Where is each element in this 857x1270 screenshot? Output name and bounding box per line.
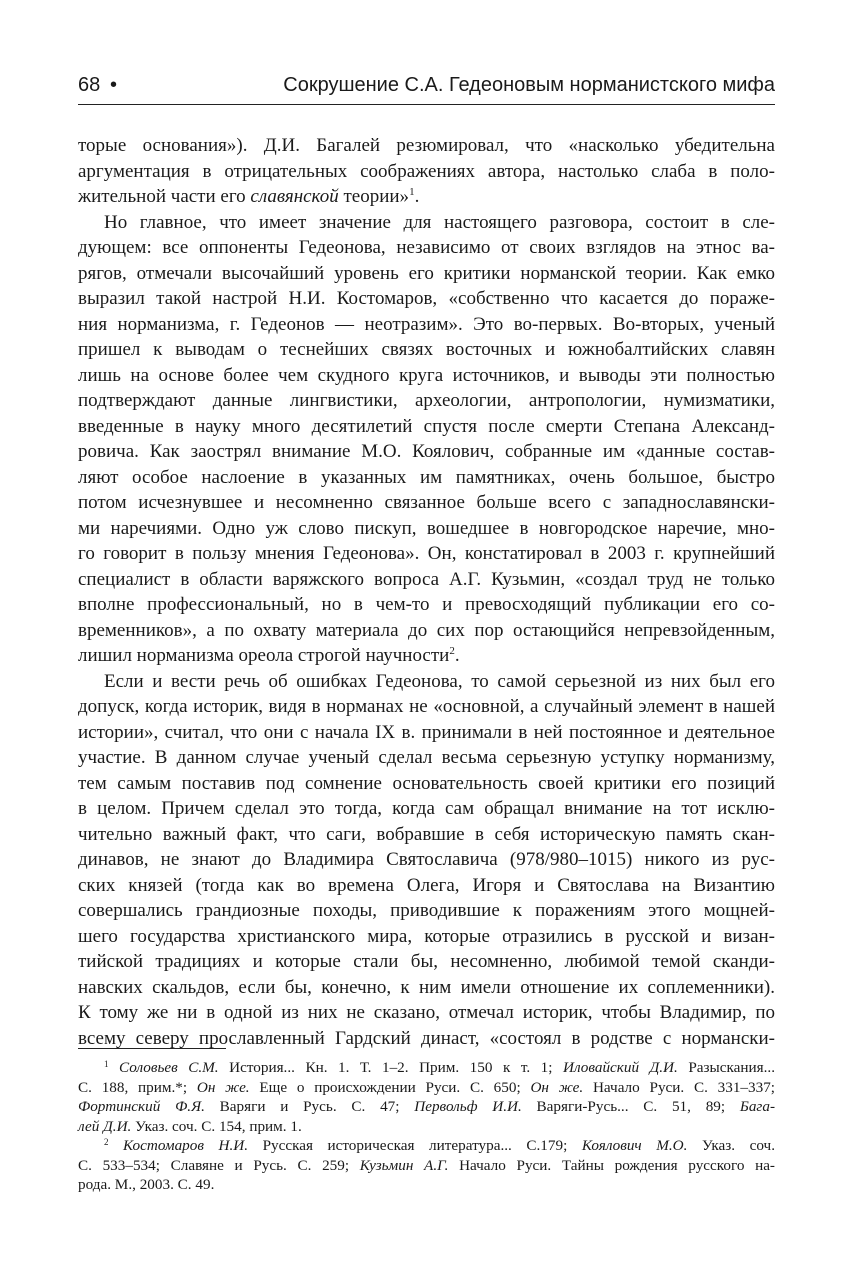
- text-line: тем самым поставив под сомнение основательность своей критики его позиций: [78, 772, 775, 794]
- text-line: ния норманизма, г. Гедеонов — неотразим». Это во-первых. Во-вторых, ученый: [78, 313, 775, 335]
- footnote-number: 2: [104, 1137, 109, 1147]
- footnote-number: 1: [104, 1059, 109, 1069]
- text-line: чительно важный факт, что саги, вобравшие в себя историческую память скан-: [78, 823, 775, 845]
- text-line: дующем: все оппоненты Гедеонова, независимо от своих взглядов на этнос ва-: [78, 237, 775, 258]
- text-line: в целом. Причем сделал это тогда, когда сам обращал внимание на тот исклю-: [78, 798, 775, 819]
- page-number: 68: [78, 74, 101, 96]
- text-line: торые основания»). Д.И. Багалей резюмировал, что «насколько убедительна: [78, 135, 775, 156]
- text-line: рягов, отмечали высочайший уровень его критики норманской теории. Как емко: [78, 262, 775, 284]
- text-line: участие. В данном случае ученый сделал весьма серьезную уступку норманизму,: [78, 747, 775, 768]
- main-text: [78, 133, 775, 1051]
- footnote-line: С. 188, прим.*; Он же. Еще о происхождении Руси. С. 650; Он же. Начало Руси. С. 331–337;: [78, 1078, 776, 1096]
- text-line: лишь на основе более чем скудного круга источников, и выводы эти полностью: [78, 364, 775, 386]
- text-line: специалист в области варяжского вопроса А.Г. Кузьмин, «создал труд не только: [78, 568, 775, 590]
- text-line: К тому же ни в одной из них не сказано, отмечал историк, чтобы Владимир, по: [78, 1002, 775, 1023]
- text-line: совершались грандиозные походы, приводившие к поражениям этого мощней-: [78, 900, 775, 921]
- text-line: всему северу прославленный Гардский династ, «состоял в родстве с нормански-: [78, 1027, 775, 1049]
- text-line: ровича. Как заострял внимание М.О. Коялович, собранные им «данные состав-: [78, 441, 775, 462]
- footnotes: [78, 1058, 775, 1195]
- text-line: динавов, не знают до Владимира Святославича (978/980–1015) никого из рус-: [78, 849, 775, 870]
- footnote: [78, 1136, 775, 1195]
- footnote-ref[interactable]: 1: [409, 186, 415, 198]
- paragraph: [78, 133, 775, 210]
- text-line: введенные в науку много десятилетий спустя после смерти Степана Александ-: [78, 415, 775, 437]
- footnote-divider: [78, 1048, 226, 1049]
- text-line: го говорит в пользу мнения Гедеонова». Он, констатировал в 2003 г. крупнейший: [78, 543, 775, 564]
- footnote-line: лей Д.И. Указ. соч. С. 154, прим. 1.: [78, 1117, 302, 1135]
- footnote-line: $^1$ Соловьев С.М. История... Кн. 1. Т. 1–2. Прим. 150 к т. 1; Иловайский Д.И. Разыскания...: [104, 1059, 775, 1076]
- text-line: временников», а по охвату материала до сих пор остающийся непревзойденным,: [78, 619, 775, 641]
- text-line: Если и вести речь об ошибках Гедеонова, то самой серьезной из них был его: [104, 670, 775, 692]
- running-title: Сокрушение С.А. Гедеоновым норманистского мифа: [283, 74, 775, 96]
- text-line: навских скальдов, если бы, конечно, к ним имели отношение их соплеменники).: [78, 976, 775, 998]
- footnote-line: $^2$ Костомаров Н.И. Русская историческая литература... С.179; Коялович М.О. Указ. соч.: [104, 1137, 775, 1154]
- text-line: Но главное, что имеет значение для настоящего разговора, состоит в сле-: [104, 211, 775, 233]
- footnote: [78, 1058, 775, 1136]
- text-line: аргументация в отрицательных соображениях автора, настолько слаба в поло-: [78, 160, 775, 182]
- text-line: лишил норманизма ореола строгой научности$^2$.: [78, 645, 460, 666]
- text-line: выразил такой настрой Н.И. Костомаров, «собственно что касается до пораже-: [78, 288, 775, 309]
- emphasis: славянской: [250, 186, 339, 207]
- running-head: [78, 74, 775, 105]
- text-line: вполне профессиональный, но в чем-то и превосходящий публикации его со-: [78, 594, 775, 615]
- text-line: допуск, когда историк, видя в норманах не «основной, а случайный элемент в нашей: [78, 696, 775, 717]
- paragraph: [78, 210, 775, 669]
- text-line: пришел к выводам о теснейших связях восточных и южнобалтийских славян: [78, 339, 775, 360]
- text-line: ми наречиями. Одно уж слово пискуп, вошедшее в новгородское наречие, мно-: [78, 517, 775, 539]
- text-line: ляют особое наслоение в указанных им памятниках, очень большое, быстро: [78, 466, 775, 488]
- text-line: ских князей (тогда как во времена Олега, Игоря и Святослава на Византию: [78, 874, 775, 896]
- footnote-ref[interactable]: 2: [449, 645, 455, 657]
- text-line: шего государства христианского мира, которые отразились в русской и визан-: [78, 925, 775, 947]
- bullet-separator: •: [110, 74, 118, 96]
- paragraph: [78, 669, 775, 1052]
- text-line: тийской традициях и которые стали бы, несомненно, любимой темой сканди-: [78, 951, 775, 972]
- text-line: истории», считал, что они с начала IX в. принимали в ней постоянное и деятельное: [78, 721, 775, 743]
- footnote-line: рода. М., 2003. С. 49.: [78, 1176, 215, 1193]
- text-line: жительной части его славянской теории»$^1$.: [78, 186, 420, 207]
- footnote-line: С. 533–534; Славяне и Русь. С. 259; Кузьмин А.Г. Начало Руси. Тайны рождения русского на-: [78, 1156, 775, 1174]
- footnote-line: Фортинский Ф.Я. Варяги и Русь. С. 47; Первольф И.И. Варяги-Русь... С. 51, 89; Бага-: [78, 1098, 776, 1115]
- text-line: потом исчезнувшее и несомненно связанное больше всего с западнославянски-: [78, 492, 775, 513]
- text-line: подтверждают данные лингвистики, археологии, антропологии, нумизматики,: [78, 390, 775, 411]
